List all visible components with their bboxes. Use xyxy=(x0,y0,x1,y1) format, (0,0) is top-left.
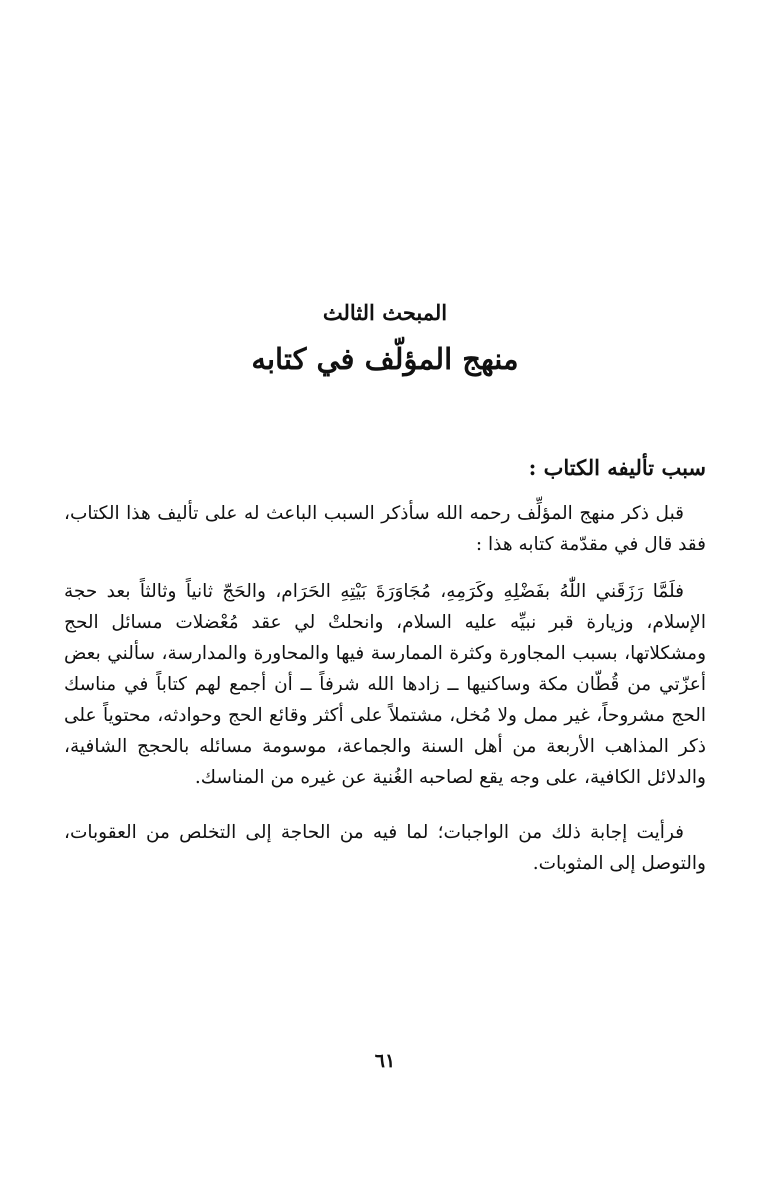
paragraph-quote: فلَمَّا رَزَقَني اللّٰهُ بفَضْلِهِ وكَرَمِهِ، مُجَاوَرَةَ بَيْتِهِ الحَرَام، والحَجّ ثانياً وثالثاً بعد حجة الإسلام، وزيارة قبر نبيِّه عليه السلام، وانحلتْ لي عقد مُعْضلات مسائل الحج ومشكلاتها، بسبب المجاورة وكثرة الممارسة فيها والمحاورة والمدارسة، سألني بعض أعزّتي من قُطّان مكة وساكنيها ــ زادها الله شرفاً ــ أن أجمع لهم كتاباً في مناسك الحج مشروحاً، غير ممل ولا مُخل، مشتملاً على أكثر وقائع الحج وحوادثه، محتوياً على ذكر المذاهب الأربعة من أهل السنة والجماعة، موسومة مسائله بالحجج الشافية، والدلائل الكافية، على وجه يقع لصاحبه الغُنية عن غيره من المناسك. xyxy=(64,581,706,788)
section-label: المبحث الثالث xyxy=(322,300,448,325)
subheading: سبب تأليفه الكتاب : xyxy=(528,455,706,480)
section-title: منهج المؤلّف في كتابه xyxy=(251,342,519,376)
page-number: ٦١ xyxy=(374,1050,396,1072)
body-content xyxy=(64,455,706,879)
paragraph-intro: قبل ذكر منهج المؤلِّف رحمه الله سأذكر السبب الباعث له على تأليف هذا الكتاب، فقد قال في مقدّمة كتابه هذا : xyxy=(64,503,706,555)
paragraph-conclusion: فرأيت إجابة ذلك من الواجبات؛ لما فيه من الحاجة إلى التخلص من العقوبات، والتوصل إلى المثوبات. xyxy=(64,822,706,874)
